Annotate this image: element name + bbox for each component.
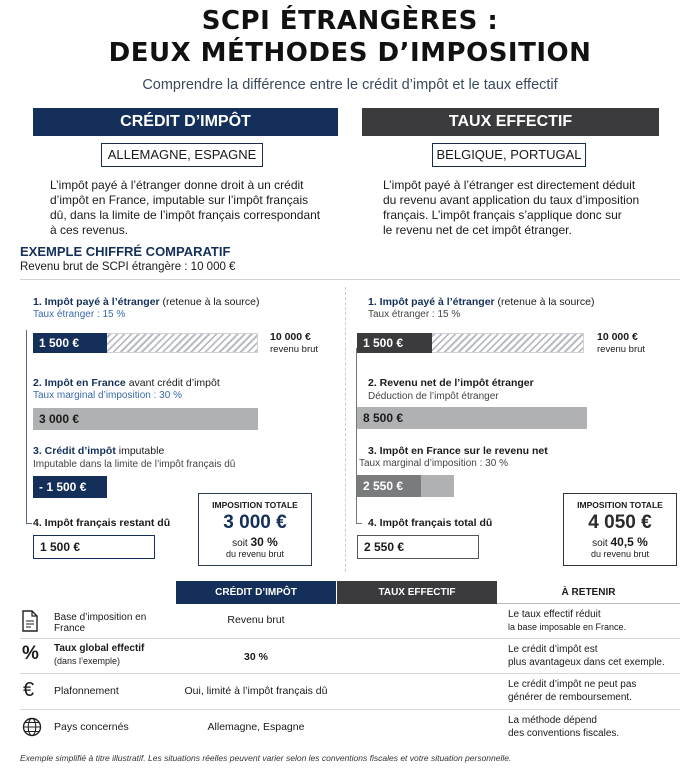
effective-net-revenue-bar: 8 500 € [357,407,587,429]
effective-description: L’impôt payé à l’étranger est directement déduit du revenu avant application du taux d’imposition français. L’impôt français s’applique donc sur le revenu net de cet impôt étranger. [383,178,640,237]
credit-step2-label: 2. Impôt en France avant crédit d’impôt [33,377,220,389]
table-row [20,710,680,744]
effective-foreign-tax-bar: 1 500 € [357,333,432,353]
table-row [20,639,680,674]
effective-total-pct: soit 40,5 % [592,535,648,549]
row-label: Taux global effectif [54,643,145,654]
comparison-table [20,604,680,744]
credit-remaining-tax-box: 1 500 € [33,535,155,559]
gross-revenue-label: Revenu brut de SCPI étrangère : 10 000 € [20,261,236,273]
footnote: Exemple simplifié à titre illustratif. Les situations réelles peuvent varier selon les conventions fiscales et votre situation personnelle. [20,753,512,763]
effective-gross-total: 10 000 € [597,331,638,343]
effective-total-value: 4 050 € [588,512,652,533]
effective-connector-foot [356,523,362,524]
credit-method-header: CRÉDIT D’IMPÔT [33,108,338,136]
row-note: Le crédit d’impôt est plus avantageux dans cet exemple. [508,644,665,668]
euro-icon: € [23,679,35,701]
row-label: Base d’imposition en France [54,612,147,634]
credit-step4-label: 4. Impôt français restant dû [33,517,171,529]
credit-step3-label: 3. Crédit d’impôt imputable [33,445,165,457]
effective-step3-sub: Taux marginal d’imposition : 30 % [359,458,508,469]
credit-total-value: 3 000 € [223,512,287,533]
table-header-remember: À RETENIR [497,581,680,604]
row-credit-value: Allemagne, Espagne [207,721,305,733]
credit-step2-sub: Taux marginal d’imposition : 30 % [33,390,182,401]
credit-total-sub: du revenu brut [225,549,285,559]
divider [20,279,680,280]
credit-description: L’impôt payé à l’étranger donne droit à un crédit d’impôt en France, imputable sur l’impôt français dû, dans la limite de l’impôt français correspondant à ces revenus. [50,178,321,237]
effective-gross-total-sub: revenu brut [597,344,646,355]
effective-step4-label: 4. Impôt français total dû [368,517,493,529]
page-title-line-2: DEUX MÉTHODES D’IMPOSITION [108,38,592,68]
effective-total-box [563,493,677,566]
row-note: Le taux effectif réduit la base imposable en France. [508,609,627,632]
percent-icon: % [22,643,39,664]
effective-step2-label: 2. Revenu net de l’impôt étranger [368,377,534,389]
table-header-credit: CRÉDIT D’IMPÔT [176,581,336,604]
effective-step2-sub: Déduction de l’impôt étranger [368,391,499,402]
effective-total-french-tax-box: 2 550 € [357,535,479,559]
row-label-sub: (dans l’exemple) [54,656,121,666]
effective-countries-tag: BELGIQUE, PORTUGAL [432,143,586,167]
row-label: Plafonnement [54,685,119,697]
row-note: Le crédit d’impôt ne peut pas générer de remboursement. [508,679,637,703]
credit-gross-total: 10 000 € [270,331,311,343]
credit-french-tax-bar: 3 000 € [33,408,258,430]
credit-countries-tag: ALLEMAGNE, ESPAGNE [101,143,263,167]
effective-connector [356,348,357,524]
credit-gross-total-sub: revenu brut [270,344,319,355]
table-header-effective: TAUX EFFECTIF [337,581,497,604]
credit-connector [26,330,27,524]
effective-step1-label: 1. Impôt payé à l’étranger (retenue à la source) [368,296,595,308]
credit-connector-foot [26,523,32,524]
credit-total-title: IMPOSITION TOTALE [212,500,298,510]
effective-step2-track [357,407,627,429]
row-label: Pays concernés [54,721,129,733]
credit-step1-label: 1. Impôt payé à l’étranger (retenue à la source) [33,296,260,308]
globe-icon [22,717,42,737]
credit-total-box [198,493,312,566]
row-credit-value: 30 % [244,651,268,663]
effective-step3-label: 3. Impôt en France sur le revenu net [368,445,548,457]
credit-tax-credit-bar: - 1 500 € [33,476,107,498]
credit-step3-sub: Imputable dans la limite de l’impôt français dû [33,459,236,470]
effective-method-header: TAUX EFFECTIF [362,108,659,136]
table-row [20,604,680,639]
table-row [20,674,680,710]
page-title-line-1: SCPI ÉTRANGÈRES : [201,6,499,36]
credit-step2-track [33,408,258,430]
credit-foreign-tax-bar: 1 500 € [33,333,107,353]
effective-step3-track [357,475,454,497]
credit-step1-sub: Taux étranger : 15 % [33,309,126,320]
effective-step1-sub: Taux étranger : 15 % [368,309,461,320]
example-title: EXEMPLE CHIFFRÉ COMPARATIF [20,244,231,259]
row-credit-value: Oui, limité à l’impôt français dû [184,685,328,697]
document-icon [20,610,46,632]
credit-total-pct: soit 30 % [232,535,278,549]
row-credit-value: Revenu brut [227,614,285,626]
page-subtitle: Comprendre la différence entre le crédit d’impôt et le taux effectif [142,77,558,93]
effective-french-tax-bar: 2 550 € [357,475,421,497]
effective-total-title: IMPOSITION TOTALE [577,500,663,510]
column-divider [345,287,346,572]
row-note: La méthode dépend des conventions fiscales. [508,715,620,739]
effective-total-sub: du revenu brut [590,549,650,559]
